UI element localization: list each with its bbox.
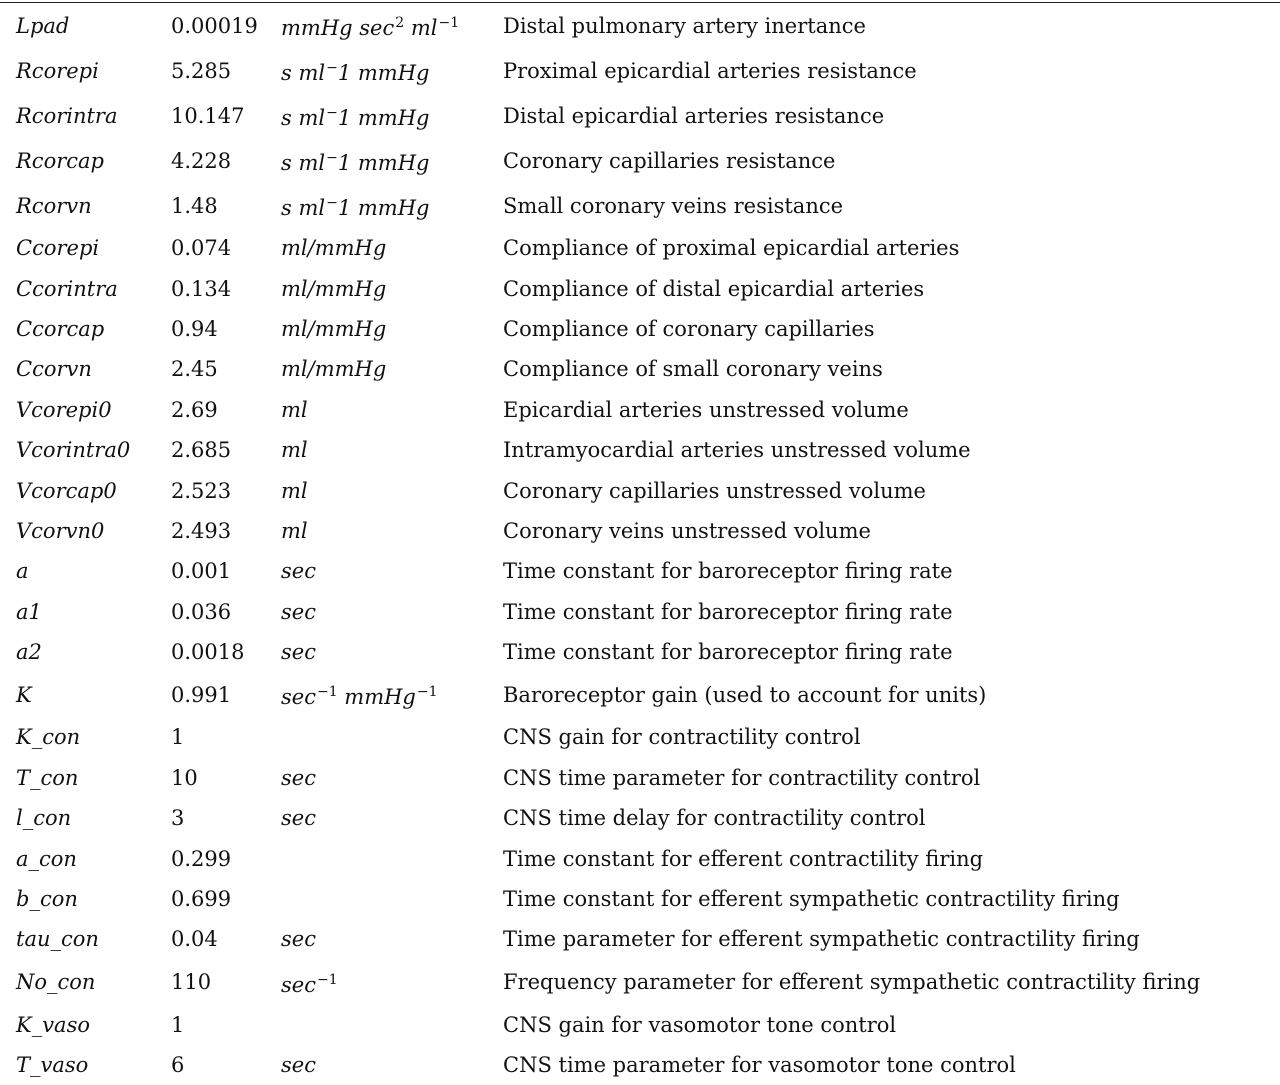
unit-base: sec [281, 927, 316, 952]
parameter-symbol: Ccorcap [16, 316, 105, 341]
parameter-description: CNS time delay for contractility control [503, 806, 926, 831]
parameter-symbol: T_vaso [16, 1053, 89, 1078]
parameter-table-body [0, 3, 1273, 1085]
unit-base: sec [281, 765, 316, 790]
unit-base: s ml [281, 106, 326, 130]
unit-tail: 1 mmHg [337, 151, 430, 175]
unit-base: sec [281, 1053, 316, 1078]
parameter-symbol: l_con [16, 806, 72, 831]
parameter-description: Baroreceptor gain (used to account for units) [503, 682, 987, 707]
unit-superscript: − [326, 60, 338, 76]
unit-base: s ml [281, 196, 326, 220]
parameter-value: 0.04 [171, 927, 218, 952]
parameter-symbol: Vcorvn0 [16, 518, 105, 543]
unit-base: ml/mmHg [281, 236, 387, 261]
parameter-symbol: Rcorintra [16, 103, 118, 128]
parameter-value: 0.074 [171, 236, 232, 261]
parameter-description: Compliance of proximal epicardial arteries [503, 236, 960, 261]
parameter-symbol: Lpad [16, 13, 70, 38]
unit-tail: mmHg [337, 685, 416, 710]
parameter-unit [281, 93, 503, 138]
parameter-value: 2.523 [171, 478, 232, 503]
parameter-unit [281, 511, 503, 551]
unit-base: s ml [281, 61, 326, 85]
parameter-unit [281, 960, 503, 1005]
parameter-description: Frequency parameter for efferent sympathetic contractility firing [503, 970, 1201, 995]
parameter-unit [281, 798, 503, 838]
parameter-unit [281, 672, 503, 717]
parameter-description: Distal pulmonary artery inertance [503, 13, 866, 38]
unit-base: ml/mmHg [281, 357, 387, 382]
parameter-value: 1 [171, 725, 185, 750]
unit-tail: 1 mmHg [337, 196, 430, 220]
parameter-value: 110 [171, 970, 212, 995]
unit-superscript: − [326, 195, 338, 211]
unit-base: ml/mmHg [281, 276, 387, 301]
parameter-value: 0.0018 [171, 640, 245, 665]
table-row [0, 470, 1273, 510]
parameter-description: Coronary capillaries unstressed volume [503, 478, 926, 503]
unit-base: sec [281, 599, 316, 624]
unit-tail: ml [404, 16, 438, 40]
unit-base: sec [281, 685, 316, 710]
table-row [0, 551, 1273, 591]
parameter-value: 0.94 [171, 316, 218, 341]
parameter-unit [281, 138, 503, 183]
parameter-unit [281, 717, 503, 757]
table-row [0, 960, 1273, 1005]
parameter-unit [281, 228, 503, 268]
unit-superscript: −1 [316, 971, 338, 988]
parameter-description: Time constant for baroreceptor firing rate [503, 599, 953, 624]
parameter-description: Compliance of distal epicardial arteries [503, 276, 925, 301]
parameter-symbol: b_con [16, 887, 78, 912]
parameter-value: 0.134 [171, 276, 232, 301]
unit-superscript-2: −1 [438, 15, 460, 31]
parameter-symbol: Ccorintra [16, 276, 118, 301]
parameter-unit [281, 309, 503, 349]
parameter-symbol: No_con [16, 970, 96, 995]
parameter-unit [281, 390, 503, 430]
table-row [0, 672, 1273, 717]
parameter-value: 4.228 [171, 148, 232, 173]
parameter-symbol: Vcorepi0 [16, 397, 112, 422]
parameter-symbol: K [16, 682, 32, 707]
parameter-symbol: T_con [16, 765, 79, 790]
unit-base: ml/mmHg [281, 316, 387, 341]
parameter-description: Time constant for baroreceptor firing rate [503, 559, 953, 584]
unit-base: sec [281, 640, 316, 665]
parameter-description: Distal epicardial arteries resistance [503, 103, 885, 128]
unit-superscript: − [326, 105, 338, 121]
parameter-unit [281, 183, 503, 228]
parameter-value: 0.036 [171, 599, 232, 624]
table-row [0, 3, 1273, 48]
parameter-value: 6 [171, 1053, 185, 1078]
table-row [0, 183, 1273, 228]
parameter-value: 2.685 [171, 438, 232, 463]
unit-tail: 1 mmHg [337, 106, 430, 130]
parameter-value: 3 [171, 806, 185, 831]
parameter-description: Compliance of coronary capillaries [503, 316, 875, 341]
parameter-symbol: K_vaso [16, 1012, 90, 1037]
parameter-unit [281, 268, 503, 308]
unit-superscript-2: −1 [416, 684, 438, 701]
table-row [0, 919, 1273, 959]
parameter-value: 0.991 [171, 682, 232, 707]
table-row [0, 717, 1273, 757]
parameter-unit [281, 48, 503, 93]
table-row [0, 390, 1273, 430]
parameter-value: 0.699 [171, 887, 232, 912]
parameter-table [0, 3, 1273, 1085]
parameter-value: 0.00019 [171, 13, 258, 38]
parameter-description: Epicardial arteries unstressed volume [503, 397, 909, 422]
parameter-symbol: a [16, 559, 29, 584]
parameter-unit [281, 551, 503, 591]
parameter-symbol: Ccorepi [16, 236, 100, 261]
parameter-symbol: Vcorcap0 [16, 478, 117, 503]
unit-base: sec [281, 806, 316, 831]
table-row [0, 349, 1273, 389]
parameter-unit [281, 1005, 503, 1045]
parameter-description: CNS gain for contractility control [503, 725, 861, 750]
table-row [0, 511, 1273, 551]
unit-base: ml [281, 518, 308, 543]
parameter-symbol: Rcorepi [16, 58, 99, 83]
parameter-value: 10 [171, 765, 198, 790]
parameter-symbol: tau_con [16, 927, 99, 952]
unit-base: sec [281, 972, 316, 997]
parameter-value: 5.285 [171, 58, 232, 83]
unit-base: ml [281, 397, 308, 422]
table-row [0, 1045, 1273, 1085]
parameter-symbol: a_con [16, 846, 77, 871]
parameter-value: 2.69 [171, 397, 218, 422]
table-row [0, 592, 1273, 632]
parameter-symbol: Rcorcap [16, 148, 104, 173]
table-row [0, 138, 1273, 183]
table-row [0, 632, 1273, 672]
unit-base: mmHg sec [281, 16, 395, 40]
parameter-value: 0.001 [171, 559, 232, 584]
parameter-symbol: Rcorvn [16, 193, 92, 218]
table-row [0, 309, 1273, 349]
table-row [0, 228, 1273, 268]
parameter-description: Time constant for baroreceptor firing rate [503, 640, 953, 665]
table-row [0, 798, 1273, 838]
parameter-description: Time constant for efferent sympathetic contractility firing [503, 887, 1120, 912]
unit-superscript: − [326, 150, 338, 166]
parameter-symbol: a2 [16, 640, 42, 665]
parameter-value: 10.147 [171, 103, 245, 128]
parameter-unit [281, 758, 503, 798]
parameter-description: CNS time parameter for contractility control [503, 765, 981, 790]
parameter-unit [281, 3, 503, 48]
unit-base: s ml [281, 151, 326, 175]
table-row [0, 48, 1273, 93]
parameter-description: Coronary veins unstressed volume [503, 518, 871, 543]
parameter-unit [281, 838, 503, 878]
parameter-symbol: a1 [16, 599, 42, 624]
parameter-unit [281, 349, 503, 389]
parameter-value: 2.45 [171, 357, 218, 382]
parameter-symbol: K_con [16, 725, 81, 750]
unit-tail: 1 mmHg [337, 61, 430, 85]
parameter-description: Time parameter for efferent sympathetic contractility firing [503, 927, 1140, 952]
table-row [0, 268, 1273, 308]
parameter-unit [281, 592, 503, 632]
parameter-value: 2.493 [171, 518, 232, 543]
unit-base: ml [281, 478, 308, 503]
parameter-description: Intramyocardial arteries unstressed volume [503, 438, 971, 463]
parameter-description: CNS gain for vasomotor tone control [503, 1012, 897, 1037]
parameter-value: 1 [171, 1012, 185, 1037]
parameter-description: CNS time parameter for vasomotor tone control [503, 1053, 1016, 1078]
table-row [0, 758, 1273, 798]
parameter-unit [281, 470, 503, 510]
table-row [0, 430, 1273, 470]
unit-base: sec [281, 559, 316, 584]
parameter-symbol: Vcorintra0 [16, 438, 131, 463]
parameter-symbol: Ccorvn [16, 357, 92, 382]
table-row [0, 1005, 1273, 1045]
parameter-description: Compliance of small coronary veins [503, 357, 883, 382]
parameter-unit [281, 879, 503, 919]
parameter-unit [281, 632, 503, 672]
parameter-value: 0.299 [171, 846, 232, 871]
unit-base: ml [281, 438, 308, 463]
table-row [0, 879, 1273, 919]
parameter-unit [281, 1045, 503, 1085]
parameter-description: Proximal epicardial arteries resistance [503, 58, 917, 83]
unit-superscript: 2 [395, 15, 405, 31]
parameter-description: Time constant for efferent contractility firing [503, 846, 984, 871]
parameter-description: Coronary capillaries resistance [503, 148, 836, 173]
unit-superscript: −1 [316, 684, 338, 701]
parameter-unit [281, 430, 503, 470]
table-row [0, 93, 1273, 138]
parameter-value: 1.48 [171, 193, 218, 218]
table-row [0, 838, 1273, 878]
parameter-unit [281, 919, 503, 959]
parameter-description: Small coronary veins resistance [503, 193, 844, 218]
